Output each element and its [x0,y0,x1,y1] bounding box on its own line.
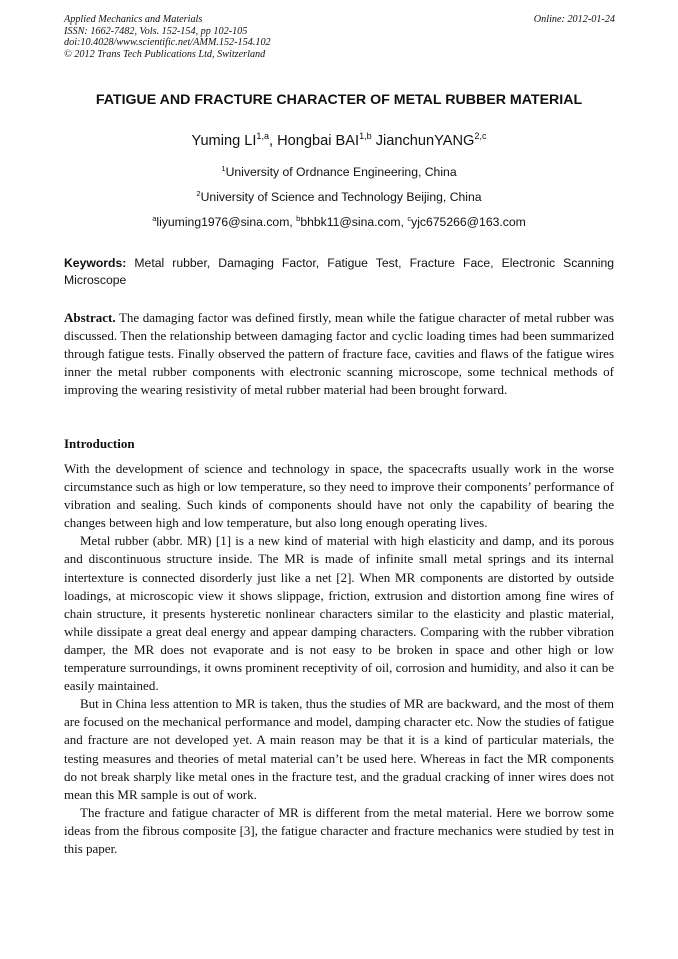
email-superscript: a [152,213,157,223]
keywords-label: Keywords: [64,256,127,270]
author-name: Yuming LI [191,133,257,149]
author-superscript: 2,c [474,131,487,142]
doi-line: doi:10.4028/www.scientific.net/AMM.152-154.102 [64,37,271,49]
abstract-paragraph [64,309,614,399]
abstract-text: The damaging factor was defined firstly, mean while the fatigue character of metal rubber was discussed. Then the relationship between damaging factor and cyclic loading times had been summarized through fatigue tests. Finally observed the pattern of fracture face, cavities and flaws of the fatigue wires inner the metal rubber components with electronic scanning microscope, some technical methods of improving the wearing resistivity of metal rubber material had been brought forward. [64,310,614,398]
author-name: JianchunYANG [375,133,475,149]
email-text: bhbk11@sina.com, [300,215,408,229]
intro-paragraph-3: But in China less attention to MR is taken, thus the studies of MR are backward, and the most of them are focused on the mechanical performance and model, damping character etc. Now the studies of fatigue and fracture are not developed yet. A main reason may be that it is a kind of particular materials, the testing measures and theories of metal material can’t be used here. Whereas in fact the MR components do not break sharply like metal ones in the fracture test, and the gradual cracking of inner wires does not mean this MR sample is out of work. [64,696,614,802]
affiliation-2 [0,190,678,204]
affiliation-text: University of Ordnance Engineering, China [225,165,457,179]
email-text: yjc675266@163.com [411,215,526,229]
intro-paragraph-1: With the development of science and technology in space, the spacecrafts usually work in the worse circumstance such as high or low temperature, so they need to improve their components’ performance of vibration and sealing. Such kinds of components should have not only the capability of bearing the changes between high and low temperature, but also long enough operating lives. [64,461,614,531]
introduction-body [64,460,614,858]
author-line [0,133,678,149]
affiliation-1 [0,165,678,179]
issn-line: ISSN: 1662-7482, Vols. 152-154, pp 102-105 [64,25,248,37]
intro-paragraph-4: The fracture and fatigue character of MR is different from the metal material. Here we borrow some ideas from the fibrous composite [3], the fatigue character and fracture mechanics were studied by test in this paper. [64,804,614,856]
author-superscript: 1,a [256,131,269,142]
email-superscript: c [407,213,412,223]
email-line [0,215,678,229]
affiliation-superscript: 2 [196,188,201,198]
keywords-text: Metal rubber, Damaging Factor, Fatigue Test, Fracture Face, Electronic Scanning Microscope [64,256,614,287]
introduction-heading: Introduction [64,436,135,451]
online-date: Online: 2012-01-24 [533,14,615,25]
journal-header [64,14,615,60]
intro-paragraph-2: Metal rubber (abbr. MR) [1] is a new kind of material with high elasticity and damp, and its porous and discontinuous structure inside. The MR is made of infinite small metal springs and its internal intertexture is connected disorderly just like a net [2]. When MR components are distorted by outside loadings, at microscopic view it shows slippage, friction, extrusion and distortion among fine wires of chain structure, it presents hysteretic nonlinear characters similar to the elasticity and plastic material, while dissipate a great deal energy and appear damping characters. Comparing with the rubber vibration damper, the MR does not evaporate and is not easy to be broken in space and other high or low temperature surroundings, it owns prominent receptivity of oil, corrosion and humidity, and also it can be easily maintained. [64,533,614,694]
author-name: Hongbai BAI [277,133,360,149]
journal-name: Applied Mechanics and Materials [64,14,203,25]
affiliation-text: University of Science and Technology Beijing, China [200,190,482,204]
author-separator: , [269,133,278,149]
paper-title: FATIGUE AND FRACTURE CHARACTER OF METAL RUBBER MATERIAL [95,92,583,108]
email-superscript: b [296,213,301,223]
copyright-line: © 2012 Trans Tech Publications Ltd, Switzerland [64,48,266,60]
affiliation-superscript: 1 [221,163,226,173]
abstract-label: Abstract. [64,310,116,325]
author-superscript: 1,b [359,131,372,142]
keywords-paragraph [64,255,614,289]
email-text: liyuming1976@sina.com, [156,215,297,229]
